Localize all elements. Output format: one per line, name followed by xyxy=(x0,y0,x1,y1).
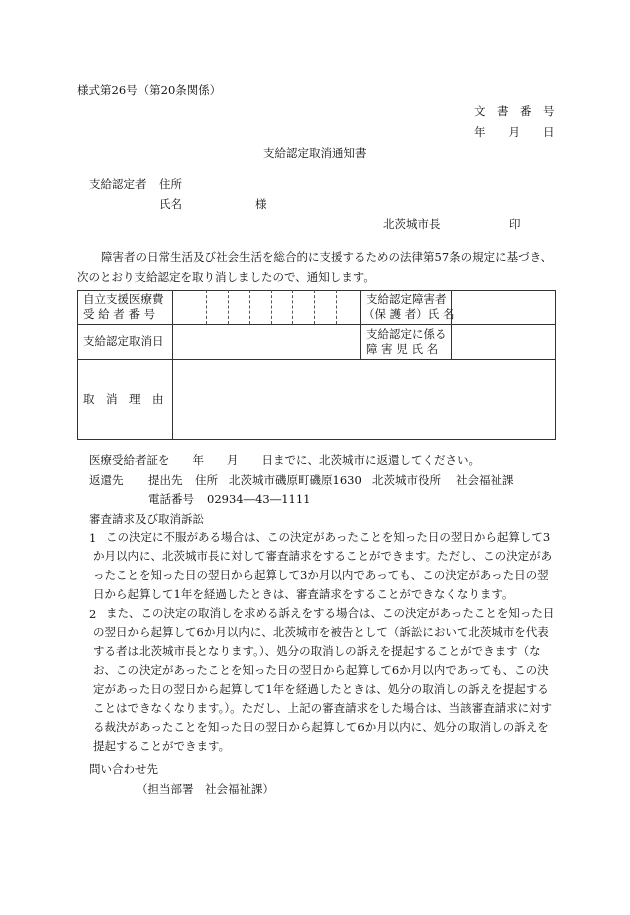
appeal-item-1-number: 1 xyxy=(89,531,97,545)
document-title: 支給認定取消通知書 xyxy=(263,146,367,160)
contact-department: （担当部署 社会福祉課） xyxy=(136,782,274,796)
form-number: 様式第26号（第20条関係） xyxy=(77,83,222,97)
return-to-label: 返還先 xyxy=(89,473,124,487)
appeal-item-2: また、この決定の取消しを求める訴えをする場合は、この決定があったことを知った日の翌日から起算して6か月以内に、北茨城市を被告として（訴訟において北茨城市を代表する者は北茨城市長となります。）、処分の取消しの訴えを提起することができます（なお、この決定があったことを知った日の翌日から起算して6か月以内であっても、この決定があった日の翌日から起算して1年を経過したときは、処分の取消しの訴えを提起することはできなくなります。）。ただし、上記の審査請求をした場合は、当該審査請求に対する裁決があったことを知った日の翌日から起算して6か月以内に、処分の取消しの訴えを提起することができます。 xyxy=(93,606,555,753)
recipient-number-field[interactable] xyxy=(173,291,360,324)
name-label: 氏名 xyxy=(159,197,182,211)
address-label: 住所 xyxy=(159,177,182,191)
seal-mark: 印 xyxy=(509,217,521,231)
appeal-heading: 審査請求及び取消訴訟 xyxy=(89,512,204,526)
recipient-number-label-2: 受 給 者 番 号 xyxy=(83,307,156,321)
disabled-person-label-2: （保 護 者）氏 名 xyxy=(363,307,455,321)
cancel-date-field[interactable] xyxy=(173,325,360,359)
phone-label: 電話番号 xyxy=(148,492,194,506)
child-name-field[interactable] xyxy=(452,325,555,359)
reason-field[interactable] xyxy=(173,360,555,439)
return-notice: 医療受給者証を 年 月 日までに、北茨城市に返還してください。 xyxy=(89,453,480,467)
submit-division: 社会福祉課 xyxy=(456,473,514,487)
honorific: 様 xyxy=(255,197,267,211)
cancel-date-label: 支給認定取消日 xyxy=(83,334,164,348)
child-label-1: 支給認定に係る xyxy=(366,327,447,341)
submit-address: 北茨城市磯原町磯原1630 xyxy=(229,473,362,487)
contact-heading: 問い合わせ先 xyxy=(89,762,158,776)
phone-number: 02934―43―1111 xyxy=(207,492,311,506)
appeal-item-2-number: 2 xyxy=(89,607,97,621)
child-label-2: 障 害 児 氏 名 xyxy=(366,342,439,356)
date-label: 年 月 日 xyxy=(474,125,555,139)
addressee-label: 支給認定者 xyxy=(89,177,147,191)
main-table xyxy=(77,290,556,440)
appeal-item-1: この決定に不服がある場合は、この決定があったことを知った日の翌日から起算して3か月以内に、北茨城市長に対して審査請求をすることができます。ただし、この決定があったことを知った日の翌日から起算して3か月以内であっても、この決定があった日の翌日から起算して1年を経過したときは、審査請求をすることができなくなります。 xyxy=(93,530,553,601)
disabled-person-name-field[interactable] xyxy=(452,291,555,324)
submit-office: 北茨城市役所 xyxy=(372,473,441,487)
recipient-number-label-1: 自立支援医療費 xyxy=(83,292,164,306)
submit-to-label: 提出先 xyxy=(148,473,183,487)
disabled-person-label-1: 支給認定障害者 xyxy=(366,292,447,306)
issuer-name: 北茨城市長 xyxy=(383,217,441,231)
document-number-label: 文 書 番 号 xyxy=(474,104,555,118)
reason-label: 取 消 理 由 xyxy=(83,392,164,406)
submit-address-label: 住所 xyxy=(195,473,218,487)
intro-paragraph: 障害者の日常生活及び社会生活を総合的に支援するための法律第57条の規定に基づき、次のとおり支給認定を取り消しましたので、通知します。 xyxy=(77,250,553,284)
